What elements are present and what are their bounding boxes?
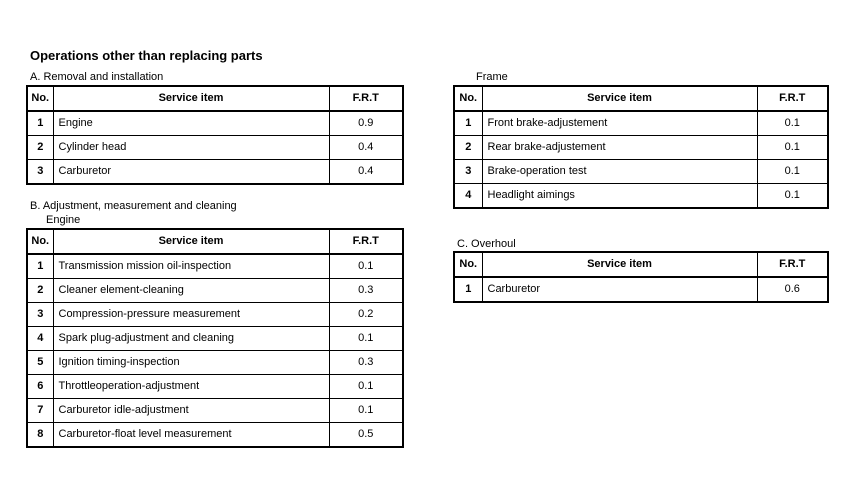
frt-value-cell: 0.4	[329, 136, 403, 160]
table-header-row	[27, 229, 403, 254]
row-number: 1	[27, 111, 53, 136]
row-number: 4	[454, 184, 482, 209]
row-number: 1	[454, 111, 482, 136]
page-title: Operations other than replacing parts	[30, 48, 263, 63]
table-overhaul	[453, 251, 829, 303]
section-b-subtitle: Engine	[46, 214, 81, 226]
row-number: 3	[27, 303, 53, 327]
column-header-frt: F.R.T	[757, 86, 828, 111]
column-header-frt: F.R.T	[329, 86, 403, 111]
row-number: 5	[27, 351, 53, 375]
column-header-no: No.	[454, 252, 482, 277]
table-row	[27, 111, 403, 136]
row-number: 3	[454, 160, 482, 184]
service-item-cell: Carburetor idle-adjustment	[53, 399, 329, 423]
service-item-cell: Carburetor-float level measurement	[53, 423, 329, 448]
frt-value-cell: 0.1	[757, 160, 828, 184]
table-header-row	[454, 252, 828, 277]
column-header-service-item: Service item	[482, 252, 757, 277]
row-number: 7	[27, 399, 53, 423]
service-item-cell: Throttleoperation-adjustment	[53, 375, 329, 399]
frt-value-cell: 0.1	[329, 399, 403, 423]
table-row	[454, 184, 828, 209]
table-row	[454, 160, 828, 184]
row-number: 4	[27, 327, 53, 351]
section-c-title: C. Overhoul	[457, 238, 516, 250]
frt-value-cell: 0.9	[329, 111, 403, 136]
service-item-cell: Transmission mission oil-inspection	[53, 254, 329, 279]
column-header-frt: F.R.T	[329, 229, 403, 254]
table-row	[27, 160, 403, 185]
frt-value-cell: 0.1	[329, 327, 403, 351]
row-number: 2	[454, 136, 482, 160]
section-a-title: A. Removal and installation	[30, 71, 164, 83]
service-item-cell: Spark plug-adjustment and cleaning	[53, 327, 329, 351]
column-header-no: No.	[454, 86, 482, 111]
service-item-cell: Ignition timing-inspection	[53, 351, 329, 375]
row-number: 1	[454, 277, 482, 302]
table-removal-installation	[26, 85, 404, 185]
table-adjustment-engine	[26, 228, 404, 448]
service-item-cell: Cleaner element-cleaning	[53, 279, 329, 303]
table-row	[27, 254, 403, 279]
table-row	[27, 327, 403, 351]
service-item-cell: Carburetor	[482, 277, 757, 302]
service-item-cell: Carburetor	[53, 160, 329, 185]
table-header-row	[27, 86, 403, 111]
column-header-no: No.	[27, 86, 53, 111]
column-header-frt: F.R.T	[757, 252, 828, 277]
row-number: 2	[27, 279, 53, 303]
table-row	[27, 351, 403, 375]
frame-title: Frame	[476, 71, 508, 83]
table-row	[454, 277, 828, 302]
frt-value-cell: 0.1	[757, 111, 828, 136]
table-header-row	[454, 86, 828, 111]
frt-value-cell: 0.1	[757, 184, 828, 209]
table-row	[27, 303, 403, 327]
column-header-service-item: Service item	[53, 229, 329, 254]
service-item-cell: Headlight aimings	[482, 184, 757, 209]
frt-value-cell: 0.1	[757, 136, 828, 160]
frt-value-cell: 0.3	[329, 351, 403, 375]
table-row	[454, 136, 828, 160]
table-row	[27, 423, 403, 448]
table-row	[27, 399, 403, 423]
table-row	[454, 111, 828, 136]
table-row	[27, 375, 403, 399]
frt-value-cell: 0.1	[329, 375, 403, 399]
service-item-cell: Compression-pressure measurement	[53, 303, 329, 327]
frt-value-cell: 0.2	[329, 303, 403, 327]
service-item-cell: Rear brake-adjustement	[482, 136, 757, 160]
service-item-cell: Brake-operation test	[482, 160, 757, 184]
column-header-no: No.	[27, 229, 53, 254]
frt-value-cell: 0.4	[329, 160, 403, 185]
column-header-service-item: Service item	[53, 86, 329, 111]
section-b-title: B. Adjustment, measurement and cleaning	[30, 200, 237, 212]
frt-value-cell: 0.6	[757, 277, 828, 302]
service-item-cell: Cylinder head	[53, 136, 329, 160]
frt-value-cell: 0.1	[329, 254, 403, 279]
row-number: 6	[27, 375, 53, 399]
frt-value-cell: 0.3	[329, 279, 403, 303]
table-row	[27, 279, 403, 303]
frt-value-cell: 0.5	[329, 423, 403, 448]
row-number: 2	[27, 136, 53, 160]
service-item-cell: Engine	[53, 111, 329, 136]
service-item-cell: Front brake-adjustement	[482, 111, 757, 136]
column-header-service-item: Service item	[482, 86, 757, 111]
row-number: 1	[27, 254, 53, 279]
table-row	[27, 136, 403, 160]
row-number: 3	[27, 160, 53, 185]
table-frame	[453, 85, 829, 209]
row-number: 8	[27, 423, 53, 448]
